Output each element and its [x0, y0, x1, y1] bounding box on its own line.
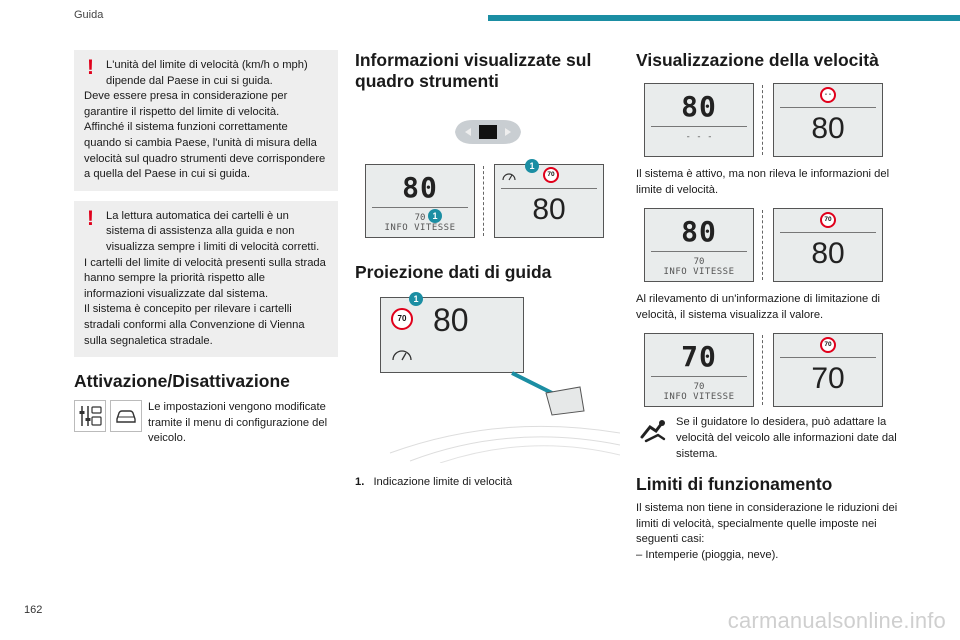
- figure-caption: [355, 475, 621, 491]
- current-speed: 80: [402, 171, 438, 204]
- cluster-lcd-left: [365, 164, 475, 238]
- hud-illustration: [380, 293, 620, 463]
- settings-sliders-icon: [74, 400, 106, 432]
- info-label: INFO VITESSE: [663, 392, 735, 403]
- limits-title: Limiti di funzionamento: [636, 474, 833, 495]
- note-paragraph: I cartelli del limite di velocità presenti sulla strada hanno sempre la priorità rispetto alle informazioni visualizzate dal sistema.: [84, 256, 326, 300]
- cluster-info-title: Informazioni visualizzate sul quadro strumenti: [355, 50, 592, 91]
- separator: [762, 335, 765, 405]
- info-label: INFO VITESSE: [663, 267, 735, 278]
- running-head: Guida: [74, 9, 104, 21]
- caption-number: 1.: [355, 476, 365, 488]
- paragraph: Il sistema non tiene in considerazione le riduzioni dei limiti di velocità, specialmente quelle imposte nei seguenti casi:: [636, 502, 898, 546]
- activation-text: Le impostazioni vengono modificate tramite il menu di configurazione del veicolo.: [148, 401, 328, 445]
- lcd-left: [644, 208, 754, 282]
- callout-badge: 1: [525, 159, 539, 173]
- hud-speed: 80: [433, 302, 469, 338]
- page-number: 162: [24, 604, 43, 616]
- activation-icons: [74, 400, 142, 432]
- lcd-divider-line: [651, 126, 747, 127]
- callout-badge: 1: [409, 292, 423, 306]
- column-1: [74, 50, 338, 447]
- separator: [762, 210, 765, 280]
- speedometer-icon: [501, 169, 517, 187]
- activation-section: [74, 371, 338, 447]
- paragraph: Il sistema è attivo, ma non rileva le informazioni del limite di velocità.: [636, 168, 890, 196]
- speed-display-title: Visualizzazione della velocità: [636, 50, 879, 70]
- speed-limit-value: 80: [532, 193, 566, 226]
- lcd-left: [644, 333, 754, 407]
- watermark: carmanualsonline.info: [727, 608, 946, 633]
- speed-limit-sign: 70: [820, 337, 836, 353]
- speed-limit-value: 70: [811, 362, 845, 396]
- paragraph: Se il guidatore lo desidera, può adattare la velocità del veicolo alle informazioni date dal sistema.: [676, 416, 897, 460]
- current-speed: 70: [681, 340, 717, 374]
- driver-adapt-row: [636, 415, 910, 462]
- lcd-right: [773, 333, 883, 407]
- lcd-divider-line: [780, 357, 876, 358]
- limit-small: 70: [693, 382, 705, 393]
- limit-small: 70: [414, 213, 426, 223]
- cluster-display-pair: [365, 161, 621, 238]
- warning-note-units: [74, 50, 338, 191]
- activation-title: Attivazione/Disattivazione: [74, 371, 290, 392]
- cluster-lcd-right: [494, 161, 604, 238]
- current-speed: 80: [681, 90, 717, 123]
- hud-title: Proiezione dati di guida: [355, 262, 552, 282]
- speed-limit-sign: - -: [820, 87, 836, 103]
- separator: [483, 166, 486, 236]
- activation-row: [74, 400, 338, 447]
- limit-small: 70: [693, 257, 705, 268]
- warning-exclamation-icon: !: [87, 56, 94, 79]
- caption-text: Indicazione limite di velocità: [373, 476, 513, 488]
- speed-limit-sign: 70: [543, 167, 559, 183]
- callout-badge: 1: [428, 209, 442, 223]
- note-paragraph: Il sistema è concepito per rilevare i cartelli stradali conformi alla Convenzione di Vienna sulla segnaletica stradale.: [84, 303, 305, 347]
- hud-projection-graphic: [380, 293, 620, 463]
- lcd-divider-line: [501, 188, 597, 189]
- note-paragraph: L'unità del limite di velocità (km/h o mph) dipende dal Paese in cui si guida.: [106, 59, 308, 87]
- speed-limit-sign: 70: [391, 308, 413, 330]
- separator: [762, 85, 765, 155]
- note-paragraph: Deve essere presa in considerazione per garantire il rispetto del limite di velocità.: [84, 90, 288, 118]
- column-3: [636, 50, 910, 564]
- speed-limit-sign: 70: [820, 212, 836, 228]
- note-paragraph: La lettura automatica dei cartelli è un sistema di assistenza alla guida e non visualizza sempre i limiti di velocità corretti.: [106, 209, 320, 253]
- lcd-divider-line: [372, 207, 468, 208]
- warning-exclamation-icon: !: [87, 206, 94, 230]
- lcd-divider-line: [651, 376, 747, 377]
- cluster-icon: [443, 114, 533, 150]
- speed-limit-value: 80: [811, 112, 845, 145]
- lcd-divider-line: [651, 251, 747, 252]
- header-rule: [488, 15, 960, 21]
- info-label: INFO VITESSE: [384, 223, 456, 233]
- display-pair-no-limit: [644, 83, 910, 157]
- lcd-right: [773, 208, 883, 282]
- note-paragraph: Affinché il sistema funzioni correttamente quando si cambia Paese, l'unità di misura della velocità sul quadro strumenti deve corrispondere a quella del Paese in cui si guida.: [84, 121, 326, 181]
- current-speed: 80: [681, 215, 717, 249]
- no-limit-dashes: - - -: [685, 132, 713, 142]
- lcd-divider-line: [780, 107, 876, 108]
- lcd-divider-line: [780, 232, 876, 233]
- warning-note-reading: [74, 201, 338, 357]
- speed-limit-value: 80: [811, 237, 845, 271]
- paragraph: Al rilevamento di un'informazione di limitazione di velocità, il sistema visualizza il valore.: [636, 293, 881, 321]
- column-2: [355, 50, 621, 491]
- hand-pedal-icon: [636, 415, 670, 447]
- display-pair-adapted: [644, 333, 910, 407]
- lcd-right: [773, 83, 883, 157]
- bullet-item: – Intemperie (pioggia, neve).: [636, 548, 779, 561]
- lcd-left: [644, 83, 754, 157]
- car-icon: [110, 400, 142, 432]
- display-pair-limit-detected: [644, 208, 910, 282]
